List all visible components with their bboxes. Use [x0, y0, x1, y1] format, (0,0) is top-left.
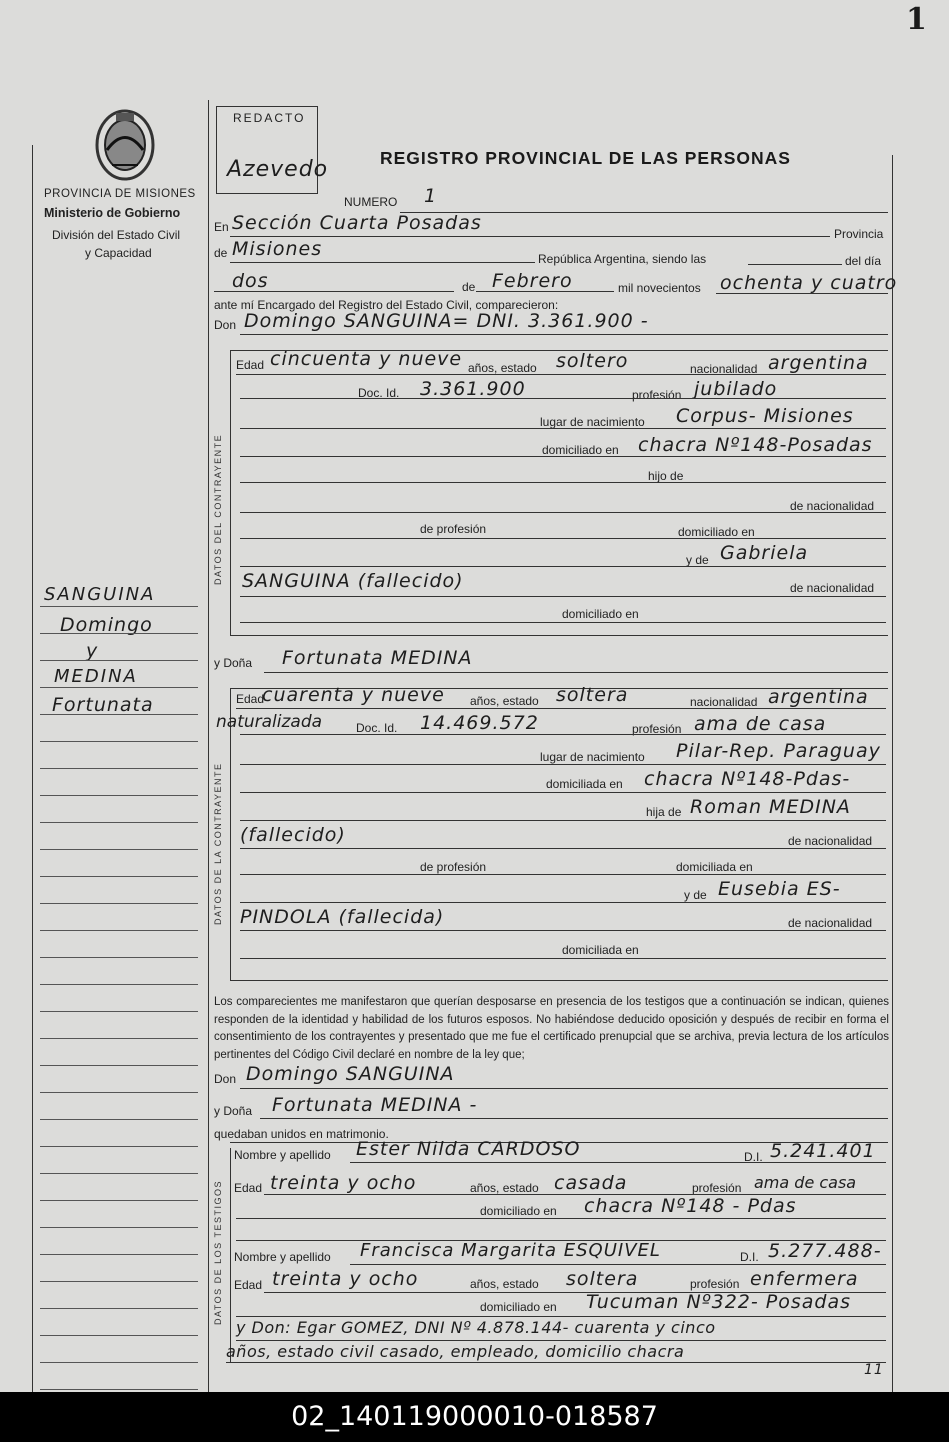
padre-estado-value: (fallecido) [240, 824, 346, 846]
t2-di-value: 5.277.488- [768, 1240, 882, 1262]
division-label: División del Estado Civil [52, 228, 181, 242]
page-number: 1 [906, 2, 927, 37]
lugar-label-f: lugar de nacimiento [540, 750, 645, 764]
margin-rule [40, 930, 198, 931]
de-mes-label: de [462, 280, 476, 294]
edad-value: cincuenta y nueve [270, 348, 463, 370]
margin-note-line-3: y [86, 640, 99, 662]
edad-label-f: Edad [236, 692, 265, 706]
margin-rule [40, 957, 198, 958]
t3-line-1: y Don: Egar GOMEZ, DNI Nº 4.878.144- cuarenta y cinco [236, 1318, 716, 1337]
y-de-label: y de [686, 553, 709, 567]
t1-domicilio-value: chacra Nº148 - Pdas [584, 1195, 797, 1217]
redacto-signature: Azevedo [227, 157, 329, 182]
dona-name: Fortunata MEDINA [282, 647, 473, 669]
de-nacionalidad-label-f: de nacionalidad [788, 834, 873, 848]
domiciliada-en-label-2: domiciliada en [562, 943, 639, 957]
mil-label: mil novecientos [618, 281, 701, 295]
de-label: de [214, 246, 228, 260]
doc-value: 3.361.900 [420, 378, 526, 400]
t1-di-label: D.I. [744, 1150, 763, 1164]
del-dia-label: del día [845, 254, 882, 268]
t1-edad-label: Edad [234, 1181, 263, 1195]
anios-estado-label: años, estado [468, 361, 537, 375]
margin-rule [40, 633, 198, 634]
t2-anios-label: años, estado [470, 1277, 539, 1291]
margin-rule [40, 1389, 198, 1390]
decl-dona-name: Fortunata MEDINA - [272, 1094, 478, 1116]
domiciliado-en-label-2: domiciliado en [562, 607, 639, 621]
margin-rule [40, 849, 198, 850]
margin-rule [40, 1227, 198, 1228]
t1-domicilio-label: domiciliado en [480, 1204, 557, 1218]
ministry-label: Ministerio de Gobierno [44, 206, 181, 220]
margin-rule [40, 876, 198, 877]
madre-apellido-value-f: PINDOLA (fallecida) [240, 906, 445, 928]
margin-rule [40, 768, 198, 769]
t1-di-value: 5.241.401 [770, 1140, 876, 1162]
margin-rule [40, 687, 198, 688]
margin-rule [40, 1362, 198, 1363]
page-title: REGISTRO PROVINCIAL DE LAS PERSONAS [380, 148, 791, 168]
de-nacionalidad-label-f2: de nacionalidad [788, 916, 873, 930]
madre-value: Gabriela [720, 542, 809, 564]
profesion-value-f: ama de casa [694, 713, 827, 735]
t2-domicilio-value: Tucuman Nº322- Posadas [586, 1291, 852, 1313]
estado-value: soltero [556, 350, 629, 372]
margin-rule [40, 1038, 198, 1039]
quedaban-text: quedaban unidos en matrimonio. [214, 1127, 389, 1141]
contrayenta-section-label: DATOS DE LA CONTRAYENTE [213, 762, 223, 925]
hija-label: hija de [646, 805, 682, 819]
corner-mark: 11 [864, 1362, 884, 1378]
y-de-label-f: y de [684, 888, 707, 902]
margin-rule [40, 1065, 198, 1066]
t2-di-label: D.I. [740, 1250, 759, 1264]
profesion-label-f: profesión [632, 722, 682, 736]
redacto-label: REDACTO [233, 111, 306, 125]
t1-profesion-label: profesión [692, 1181, 742, 1195]
t2-nombre-label: Nombre y apellido [234, 1250, 331, 1264]
margin-rule [40, 1254, 198, 1255]
padre-value: Roman MEDINA [690, 796, 851, 818]
t2-edad-label: Edad [234, 1278, 263, 1292]
nacionalidad-value: argentina [768, 352, 869, 374]
t1-profesion-value: ama de casa [754, 1173, 857, 1192]
doc-label: Doc. Id. [358, 386, 400, 400]
republica-text: República Argentina, siendo las [538, 252, 707, 266]
margin-rule [40, 822, 198, 823]
y-dona-label: y Doña [214, 656, 253, 670]
doc-label-f: Doc. Id. [356, 721, 398, 735]
redacto-stamp [216, 106, 329, 194]
t2-profesion-label: profesión [690, 1277, 740, 1291]
lugar-value: Corpus- Misiones [676, 405, 854, 427]
margin-rule [40, 1200, 198, 1201]
margin-rule [40, 984, 198, 985]
provincia-value: Misiones [232, 238, 323, 260]
division-label-2: y Capacidad [85, 246, 152, 260]
dia-value: dos [232, 270, 269, 292]
domicilio-label-f: domiciliada en [546, 777, 623, 791]
edad-label: Edad [236, 358, 265, 372]
de-nacionalidad-label: de nacionalidad [790, 499, 875, 513]
t1-anios-label: años, estado [470, 1181, 539, 1195]
naturalizada-value: naturalizada [216, 712, 323, 732]
anios-estado-label-f: años, estado [470, 694, 539, 708]
margin-rule [40, 714, 198, 715]
numero-value: 1 [424, 185, 438, 207]
t2-edad-value: treinta y ocho [272, 1268, 419, 1290]
numero-label: NUMERO [344, 195, 398, 209]
margin-rule [40, 1281, 198, 1282]
madre-value-f: Eusebia ES- [718, 878, 841, 900]
decl-don-name: Domingo SANGUINA [246, 1063, 455, 1085]
en-label: En [214, 220, 229, 234]
edad-value-f: cuarenta y nueve [262, 684, 445, 706]
domicilio-value-f: chacra Nº148-Pdas- [644, 768, 851, 790]
margin-rule [40, 660, 198, 661]
t2-nombre-value: Francisca Margarita ESQUIVEL [360, 1240, 661, 1261]
province-label: PROVINCIA DE MISIONES [44, 188, 196, 200]
t1-estado-value: casada [554, 1172, 628, 1194]
margin-rule [40, 1335, 198, 1336]
margin-rule [40, 1173, 198, 1174]
provincia-label: Provincia [834, 227, 884, 241]
margin-note-line-4: MEDINA [54, 666, 138, 687]
contrayente-section-label: DATOS DEL CONTRAYENTE [213, 433, 223, 585]
hijo-label: hijo de [648, 469, 684, 483]
domicilio-value: chacra Nº148-Posadas [638, 434, 873, 456]
doc-value-f: 14.469.572 [420, 712, 539, 734]
margin-rule [40, 795, 198, 796]
anio-value: ochenta y cuatro [720, 272, 898, 294]
t2-profesion-value: enfermera [750, 1268, 859, 1290]
profesion-label: profesión [632, 388, 682, 402]
declaration-text: Los comparecientes me manifestaron que querían desposarse en presencia de los testigos que a continuación se indican, quienes responden de la identidad y habilidad de los futuros esposos. No habiéndose deducido oposición y después de recibir en forma el consentimiento de los contrayentes y presentado que me fue el certificado prenupcial que se archiva, previa lectura de los artículos pertinentes del Código Civil declaré en nombre de la ley que; [214, 996, 889, 1061]
margin-note-line-2: Domingo [60, 614, 153, 636]
margin-rule [40, 903, 198, 904]
margin-rule [40, 741, 198, 742]
t2-domicilio-label: domiciliado en [480, 1300, 557, 1314]
decl-don-label: Don [214, 1072, 237, 1086]
domiciliado-en-label: domiciliado en [678, 525, 755, 539]
madre-apellido-value: SANGUINA (fallecido) [242, 570, 464, 592]
margin-rule [40, 1308, 198, 1309]
testigos-section-label: DATOS DE LOS TESTIGOS [213, 1179, 223, 1325]
seccion-value: Sección Cuarta Posadas [232, 212, 482, 234]
nacionalidad-value-f: argentina [768, 686, 869, 708]
ante-text: ante mí Encargado del Registro del Estado Civil, comparecieron: [214, 298, 559, 312]
margin-note-line-1: SANGUINA [44, 584, 156, 605]
province-emblem [92, 105, 158, 183]
lugar-value-f: Pilar-Rep. Paraguay [676, 740, 881, 762]
de-profesion-label: de profesión [420, 522, 487, 536]
t1-edad-value: treinta y ocho [270, 1172, 417, 1194]
de-nacionalidad-label-2: de nacionalidad [790, 581, 875, 595]
nacionalidad-label: nacionalidad [690, 362, 758, 376]
t2-estado-value: soltera [566, 1268, 639, 1290]
estado-value-f: soltera [556, 684, 629, 706]
t1-nombre-label: Nombre y apellido [234, 1148, 331, 1162]
profesion-value: jubilado [694, 378, 778, 400]
de-profesion-label-f: de profesión [420, 860, 487, 874]
domiciliada-en-label: domiciliada en [676, 860, 753, 874]
margin-rule [40, 1119, 198, 1120]
margin-rule [40, 1011, 198, 1012]
don-label: Don [214, 318, 237, 332]
margin-rule [40, 1092, 198, 1093]
t3-line-2: años, estado civil casado, empleado, domicilio chacra [226, 1342, 685, 1361]
lugar-label: lugar de nacimiento [540, 415, 645, 429]
don-name: Domingo SANGUINA= DNI. 3.361.900 - [244, 310, 649, 332]
document-id-footer: 02_140119000010-018587 [0, 1392, 949, 1442]
decl-dona-label: y Doña [214, 1104, 253, 1118]
domicilio-label: domiciliado en [542, 443, 619, 457]
t1-nombre-value: Ester Nilda CARDOSO [356, 1138, 581, 1160]
nacionalidad-label-f: nacionalidad [690, 695, 758, 709]
margin-note-line-5: Fortunata [52, 694, 154, 716]
mes-value: Febrero [492, 270, 573, 292]
margin-rule [40, 1146, 198, 1147]
margin-rule [40, 606, 198, 607]
